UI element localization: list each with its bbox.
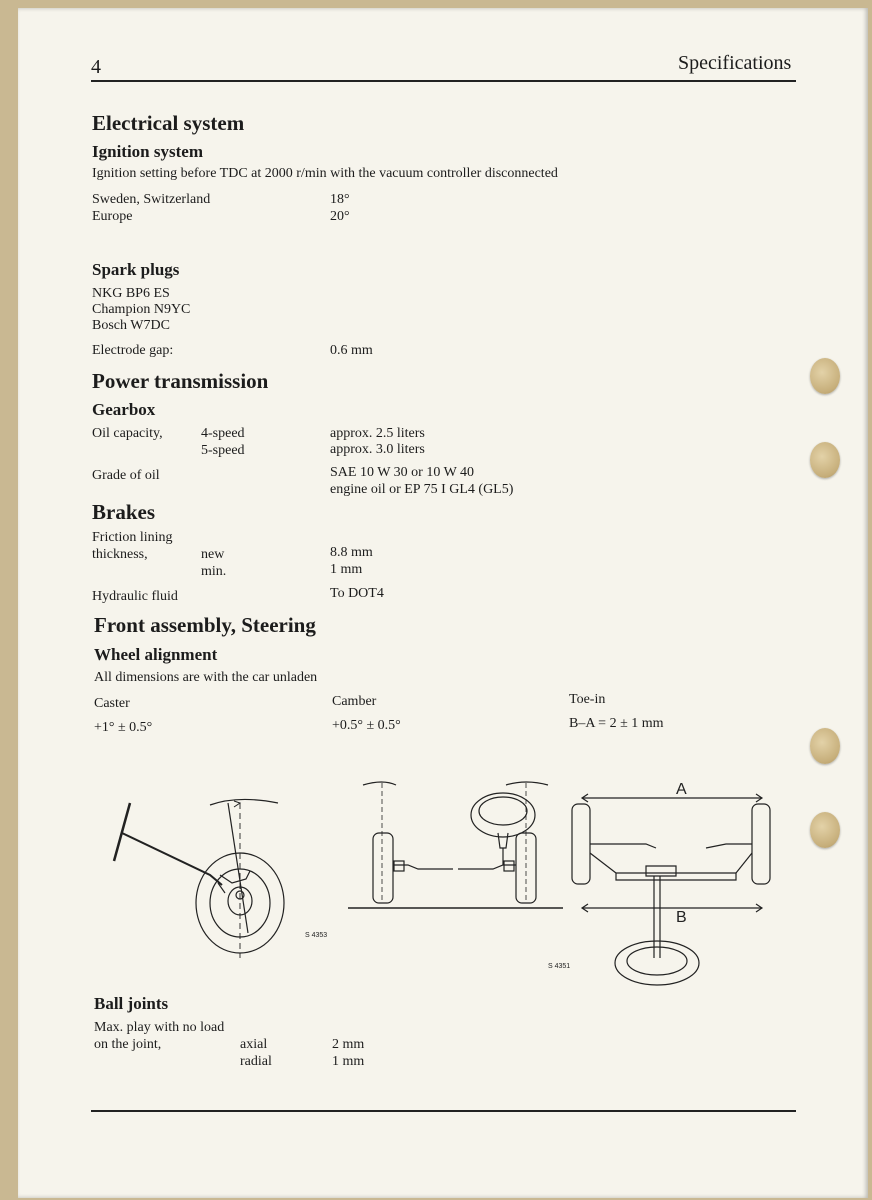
lining-new-value: 8.8 mm <box>330 545 373 560</box>
hydraulic-fluid-label: Hydraulic fluid <box>92 589 178 604</box>
ignition-label-2: Europe <box>92 209 133 224</box>
manual-page <box>18 8 868 1198</box>
brakes-heading: Brakes <box>92 500 155 524</box>
toe-in-value: B–A = 2 ± 1 mm <box>569 716 664 731</box>
lining-new-label: new <box>201 547 225 562</box>
toe-in-diagram <box>566 778 806 993</box>
ignition-note: Ignition setting before TDC at 2000 r/min with the vacuum controller disconnected <box>92 166 558 181</box>
capacity-4-value: approx. 2.5 liters <box>330 426 425 441</box>
binder-hole <box>810 442 840 478</box>
oil-grade-line-1: SAE 10 W 30 or 10 W 40 <box>330 465 475 480</box>
camber-label: Camber <box>332 694 377 709</box>
dimension-b-label: B <box>676 909 687 926</box>
footer-rule <box>91 1110 796 1112</box>
binder-hole <box>810 812 840 848</box>
lining-min-value: 1 mm <box>330 562 363 577</box>
ignition-heading: Ignition system <box>92 142 203 161</box>
camber-value: +0.5° ± 0.5° <box>332 718 401 733</box>
caster-label: Caster <box>94 696 130 711</box>
front-assembly-heading: Front assembly, Steering <box>94 613 316 637</box>
electrode-gap-label: Electrode gap: <box>92 343 174 358</box>
axial-value: 2 mm <box>332 1037 365 1052</box>
ignition-value-1: 18° <box>330 192 350 207</box>
dimension-a-label: A <box>676 781 687 798</box>
radial-value: 1 mm <box>332 1054 365 1069</box>
page-number: 4 <box>91 56 101 78</box>
speed-5-label: 5-speed <box>201 443 245 458</box>
ball-joints-line-1: Max. play with no load <box>94 1020 225 1035</box>
camber-diagram <box>348 773 571 973</box>
electrode-gap-value: 0.6 mm <box>330 343 373 358</box>
spark-plug-1: NKG BP6 ES <box>92 286 170 301</box>
gearbox-heading: Gearbox <box>92 400 156 419</box>
oil-capacity-label: Oil capacity, <box>92 426 163 441</box>
axial-label: axial <box>240 1037 268 1052</box>
binder-hole <box>810 358 840 394</box>
spark-plug-3: Bosch W7DC <box>92 318 170 333</box>
binder-hole <box>810 728 840 764</box>
caster-figure-code: S 4353 <box>305 932 328 939</box>
caster-value: +1° ± 0.5° <box>94 720 153 735</box>
caster-diagram <box>100 783 340 963</box>
lining-label-1: Friction lining <box>92 530 173 545</box>
speed-4-label: 4-speed <box>201 426 245 441</box>
header-rule <box>91 80 796 82</box>
ball-joints-line-2: on the joint, <box>94 1037 162 1052</box>
capacity-5-value: approx. 3.0 liters <box>330 442 425 457</box>
lining-min-label: min. <box>201 564 227 579</box>
oil-grade-label: Grade of oil <box>92 468 160 483</box>
ignition-value-2: 20° <box>330 209 350 224</box>
power-heading: Power transmission <box>92 369 269 393</box>
section-title: Specifications <box>678 52 792 74</box>
oil-grade-line-2: engine oil or EP 75 I GL4 (GL5) <box>330 482 514 497</box>
ignition-label-1: Sweden, Switzerland <box>92 192 211 207</box>
radial-label: radial <box>240 1054 272 1069</box>
wheel-alignment-heading: Wheel alignment <box>94 645 218 664</box>
electrical-heading: Electrical system <box>92 111 245 135</box>
hydraulic-fluid-value: To DOT4 <box>330 586 384 601</box>
toe-in-label: Toe-in <box>569 692 606 707</box>
spark-plugs-heading: Spark plugs <box>92 260 180 279</box>
ball-joints-heading: Ball joints <box>94 994 169 1013</box>
lining-label-2: thickness, <box>92 547 148 562</box>
spark-plug-2: Champion N9YC <box>92 302 191 317</box>
alignment-note: All dimensions are with the car unladen <box>94 670 318 685</box>
toe-figure-code: S 4351 <box>548 963 571 970</box>
